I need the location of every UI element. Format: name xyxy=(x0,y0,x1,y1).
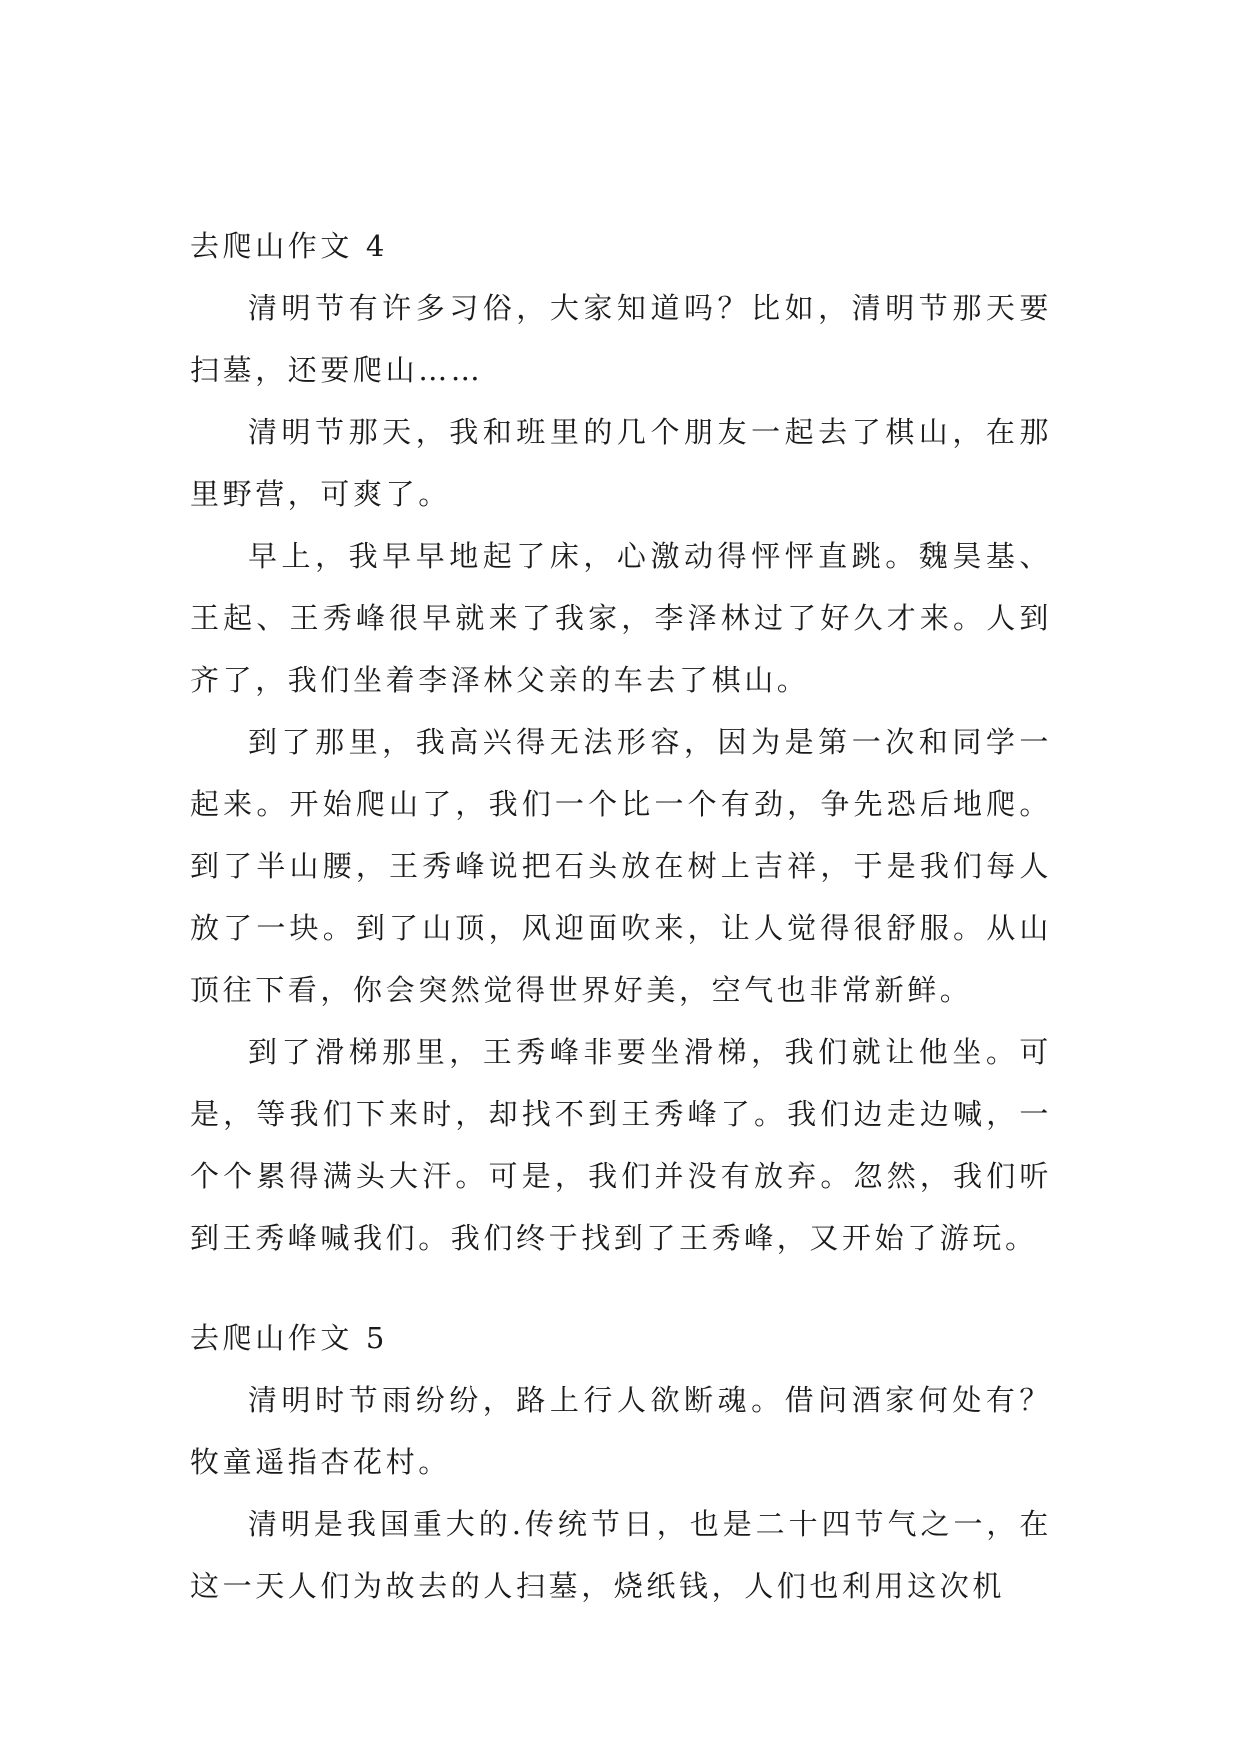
paragraph: 清明是我国重大的.传统节日，也是二十四节气之一，在这一天人们为故去的人扫墓，烧纸钱，人们也利用这次机 xyxy=(190,1507,1052,1603)
paragraph: 到了滑梯那里，王秀峰非要坐滑梯，我们就让他坐。可是，等我们下来时，却找不到王秀峰了。我们边走边喊，一个个累得满头大汗。可是，我们并没有放弃。忽然，我们听到王秀峰喊我们。我们终于找到了王秀峰，又开始了游玩。 xyxy=(190,1035,1052,1255)
paragraph: 清明节那天，我和班里的几个朋友一起去了棋山，在那里野营，可爽了。 xyxy=(190,415,1052,511)
section-title: 去爬山作文 4 xyxy=(190,229,388,263)
paragraph: 到了那里，我高兴得无法形容，因为是第一次和同学一起来。开始爬山了，我们一个比一个有劲，争先恐后地爬。到了半山腰，王秀峰说把石头放在树上吉祥，于是我们每人放了一块。到了山顶，风迎面吹来，让人觉得很舒服。从山顶往下看，你会突然觉得世界好美，空气也非常新鲜。 xyxy=(190,725,1052,1007)
essay-section-5 xyxy=(190,1307,1052,1617)
paragraph: 清明节有许多习俗，大家知道吗？比如，清明节那天要扫墓，还要爬山…… xyxy=(190,291,1052,387)
paragraph: 早上，我早早地起了床，心激动得怦怦直跳。魏昊基、王起、王秀峰很早就来了我家，李泽林过了好久才来。人到齐了，我们坐着李泽林父亲的车去了棋山。 xyxy=(190,539,1052,697)
paragraph: 清明时节雨纷纷，路上行人欲断魂。借问酒家何处有？牧童遥指杏花村。 xyxy=(190,1383,1052,1479)
section-title: 去爬山作文 5 xyxy=(190,1321,388,1355)
document-body xyxy=(190,215,1052,1617)
essay-section-4 xyxy=(190,215,1052,1269)
